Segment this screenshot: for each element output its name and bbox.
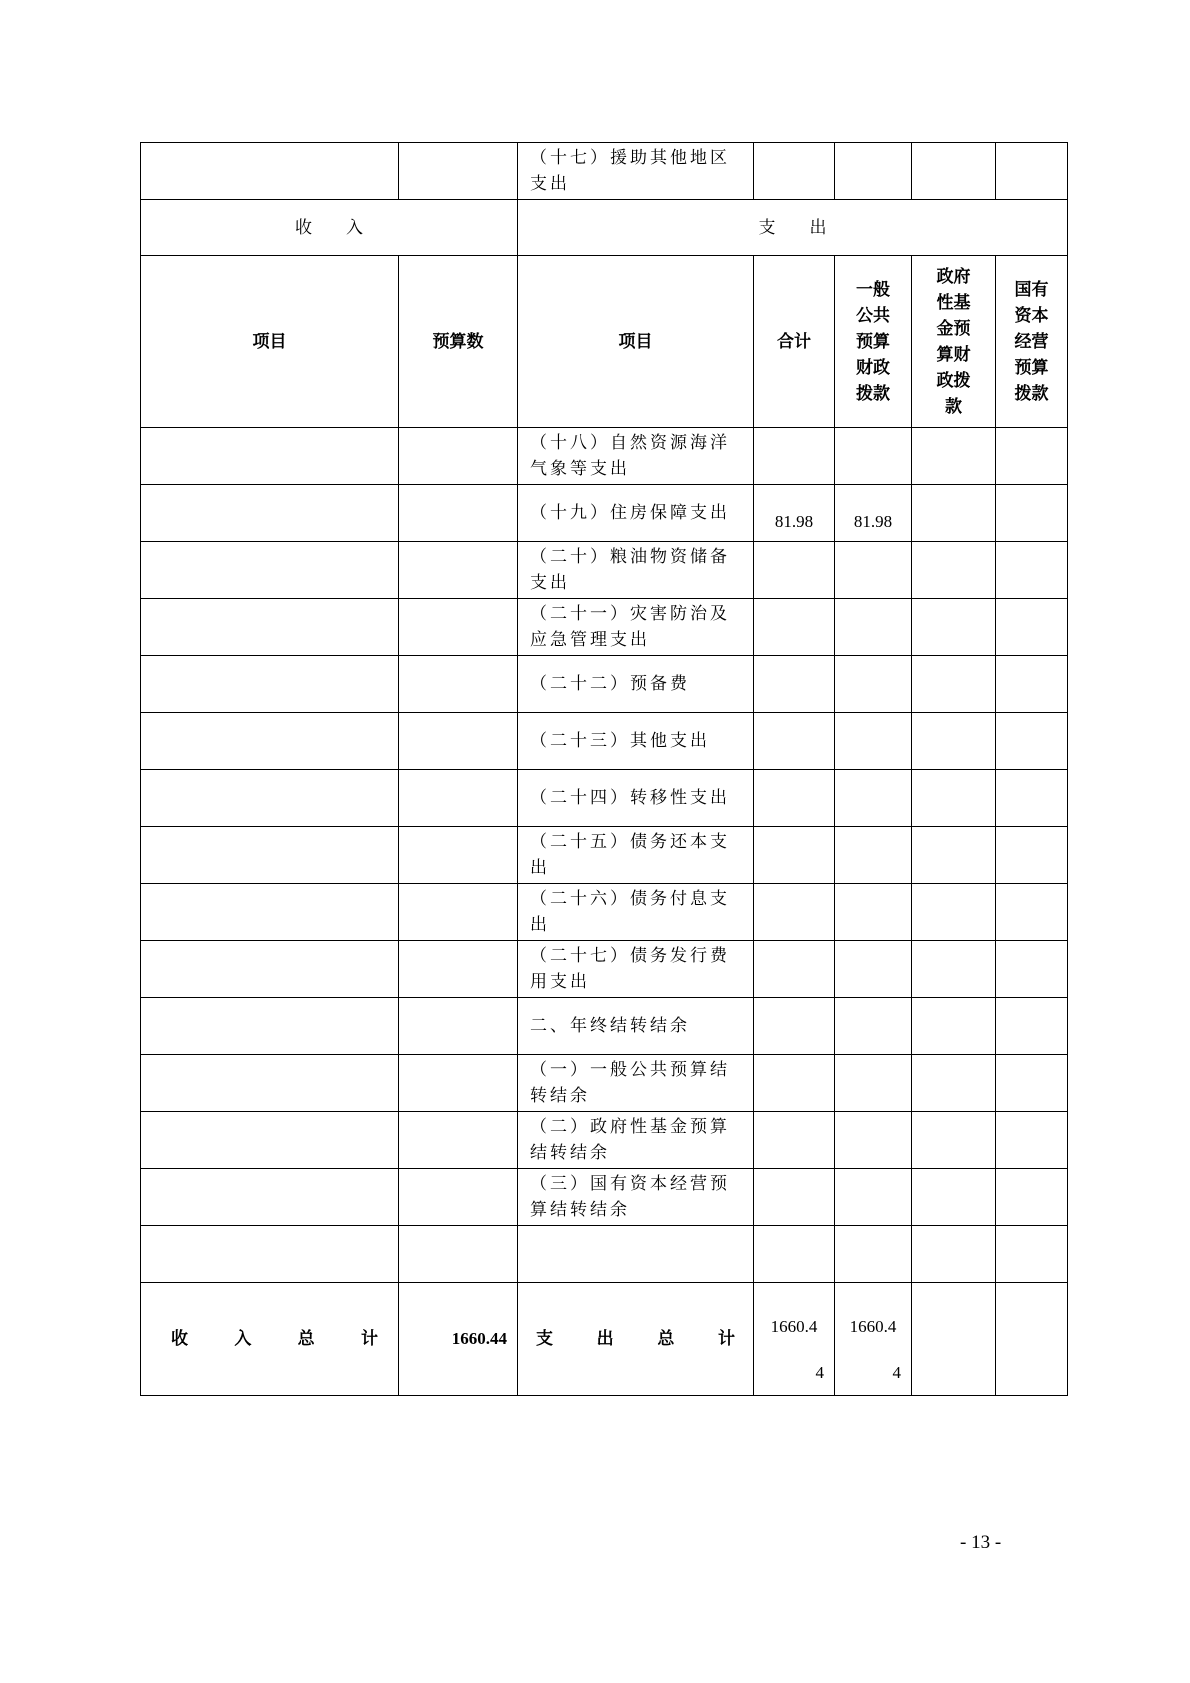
total-cell	[754, 884, 835, 941]
expense-total-char: 计	[717, 1329, 735, 1349]
budget-cell	[399, 998, 518, 1055]
income-item-cell	[141, 428, 399, 485]
total-cell	[754, 1055, 835, 1112]
table-row	[141, 485, 1068, 542]
budget-cell	[399, 428, 518, 485]
fund-cell	[912, 770, 996, 827]
fund-cell	[912, 1055, 996, 1112]
income-total-char: 总	[297, 1329, 315, 1349]
general-cell	[835, 713, 912, 770]
total-cell	[754, 713, 835, 770]
fund-cell	[912, 599, 996, 656]
budget-cell	[399, 1055, 518, 1112]
income-item-cell	[141, 998, 399, 1055]
general-cell	[835, 827, 912, 884]
table-row	[141, 884, 1068, 941]
capital-cell	[996, 1169, 1068, 1226]
capital-total-value	[996, 1283, 1068, 1396]
page-number: - 13 -	[960, 1532, 1002, 1553]
general-total-value-line1: 1660.4	[849, 1317, 897, 1336]
expense-item-cell: （二十五）债务还本支出	[518, 827, 754, 884]
fund-cell	[912, 884, 996, 941]
income-total-char: 收	[171, 1329, 188, 1349]
expense-total-char: 支	[536, 1329, 553, 1349]
budget-header: 预算数	[399, 256, 518, 428]
fund-cell	[912, 941, 996, 998]
general-cell	[835, 1055, 912, 1112]
expense-total-char: 出	[596, 1329, 614, 1349]
total-cell	[754, 770, 835, 827]
capital-cell	[996, 827, 1068, 884]
fund-cell	[912, 1226, 996, 1283]
general-cell	[835, 884, 912, 941]
general-total-value-line2: 4	[892, 1363, 901, 1382]
capital-cell	[996, 998, 1068, 1055]
capital-cell	[996, 1112, 1068, 1169]
expense-item-cell: （一）一般公共预算结转结余	[518, 1055, 754, 1112]
table-row	[141, 827, 1068, 884]
general-public-header	[835, 256, 912, 428]
fund-cell	[912, 998, 996, 1055]
general-cell	[835, 656, 912, 713]
table-row	[141, 713, 1068, 770]
total-cell	[754, 143, 835, 200]
capital-cell	[996, 884, 1068, 941]
table-row	[141, 770, 1068, 827]
table-row	[141, 1055, 1068, 1112]
expense-item-cell	[518, 1226, 754, 1283]
total-cell	[754, 941, 835, 998]
table-row	[141, 998, 1068, 1055]
capital-cell	[996, 485, 1068, 542]
income-item-cell	[141, 770, 399, 827]
general-cell	[835, 1112, 912, 1169]
total-header: 合计	[754, 256, 835, 428]
income-item-cell	[141, 542, 399, 599]
general-cell	[835, 1226, 912, 1283]
total-cell	[754, 428, 835, 485]
budget-cell	[399, 599, 518, 656]
capital-cell	[996, 770, 1068, 827]
expense-item-cell: （二十四）转移性支出	[518, 770, 754, 827]
income-total-char: 入	[234, 1329, 252, 1349]
table-row	[141, 656, 1068, 713]
budget-cell	[399, 1112, 518, 1169]
fund-cell	[912, 713, 996, 770]
fund-cell	[912, 1112, 996, 1169]
fund-cell	[912, 1169, 996, 1226]
table-row	[141, 1112, 1068, 1169]
table-row	[141, 599, 1068, 656]
state-capital-header	[996, 256, 1068, 428]
fund-total-value	[912, 1283, 996, 1396]
total-cell	[754, 998, 835, 1055]
budget-cell	[399, 884, 518, 941]
expense-item-cell: （二十一）灾害防治及应急管理支出	[518, 599, 754, 656]
gov-fund-header	[912, 256, 996, 428]
general-cell	[835, 770, 912, 827]
section-header-row	[141, 200, 1068, 256]
general-cell	[835, 1169, 912, 1226]
expense-item-cell: （十七）援助其他地区支出	[518, 143, 754, 200]
expense-item-cell: （二十二）预备费	[518, 656, 754, 713]
income-item-header: 项目	[141, 256, 399, 428]
capital-cell	[996, 143, 1068, 200]
table-row	[141, 428, 1068, 485]
capital-cell	[996, 656, 1068, 713]
total-cell	[754, 1169, 835, 1226]
fund-cell	[912, 143, 996, 200]
income-total-value: 1660.44	[399, 1283, 518, 1396]
general-total-value	[835, 1283, 912, 1396]
expense-item-header: 项目	[518, 256, 754, 428]
capital-cell	[996, 599, 1068, 656]
budget-cell	[399, 1226, 518, 1283]
income-item-cell	[141, 143, 399, 200]
fund-cell	[912, 485, 996, 542]
total-cell	[754, 1112, 835, 1169]
income-item-cell	[141, 599, 399, 656]
expense-total-char: 总	[657, 1329, 675, 1349]
expense-item-cell: （三）国有资本经营预算结转结余	[518, 1169, 754, 1226]
expense-total-value-line2: 4	[815, 1363, 824, 1382]
expense-total-value-line1: 1660.4	[770, 1317, 818, 1336]
capital-cell	[996, 713, 1068, 770]
table-row	[141, 143, 1068, 200]
budget-cell	[399, 827, 518, 884]
expense-total-label	[518, 1283, 754, 1396]
budget-cell	[399, 542, 518, 599]
table-row	[141, 941, 1068, 998]
budget-cell	[399, 713, 518, 770]
budget-cell	[399, 656, 518, 713]
expense-item-cell: （二）政府性基金预算结转结余	[518, 1112, 754, 1169]
expense-item-cell: （十九）住房保障支出	[518, 485, 754, 542]
total-cell	[754, 1226, 835, 1283]
income-item-cell	[141, 485, 399, 542]
table-row	[141, 1169, 1068, 1226]
budget-cell	[399, 1169, 518, 1226]
fund-cell	[912, 542, 996, 599]
income-item-cell	[141, 1169, 399, 1226]
expense-total-value	[754, 1283, 835, 1396]
expense-item-cell: （二十）粮油物资储备支出	[518, 542, 754, 599]
general-cell	[835, 941, 912, 998]
expense-section-header: 支 出	[518, 200, 1068, 256]
income-section-header: 收 入	[141, 200, 518, 256]
total-cell: 81.98	[754, 485, 835, 542]
income-item-cell	[141, 1055, 399, 1112]
capital-cell	[996, 1055, 1068, 1112]
income-item-cell	[141, 1112, 399, 1169]
table-row	[141, 1226, 1068, 1283]
state-capital-header-text: 国有资本经营预算拨款	[1014, 279, 1049, 404]
income-item-cell	[141, 827, 399, 884]
income-item-cell	[141, 656, 399, 713]
budget-cell	[399, 770, 518, 827]
fund-cell	[912, 827, 996, 884]
expense-item-cell: （十八）自然资源海洋气象等支出	[518, 428, 754, 485]
column-header-row	[141, 256, 1068, 428]
income-total-char: 计	[360, 1329, 378, 1349]
general-cell: 81.98	[835, 485, 912, 542]
general-cell	[835, 428, 912, 485]
expense-item-cell: （二十三）其他支出	[518, 713, 754, 770]
income-item-cell	[141, 884, 399, 941]
budget-cell	[399, 143, 518, 200]
total-cell	[754, 599, 835, 656]
general-cell	[835, 599, 912, 656]
general-cell	[835, 542, 912, 599]
totals-row	[141, 1283, 1068, 1396]
budget-table	[140, 142, 1068, 1396]
expense-item-cell: 二、年终结转结余	[518, 998, 754, 1055]
expense-item-cell: （二十七）债务发行费用支出	[518, 941, 754, 998]
expense-item-cell: （二十六）债务付息支出	[518, 884, 754, 941]
fund-cell	[912, 428, 996, 485]
general-cell	[835, 143, 912, 200]
capital-cell	[996, 1226, 1068, 1283]
income-item-cell	[141, 1226, 399, 1283]
fund-cell	[912, 656, 996, 713]
total-cell	[754, 656, 835, 713]
budget-cell	[399, 485, 518, 542]
capital-cell	[996, 428, 1068, 485]
general-cell	[835, 998, 912, 1055]
gov-fund-header-text: 政府性基金预算财政拨款	[936, 266, 971, 417]
general-public-header-text: 一般公共预算财政拨款	[855, 279, 890, 404]
total-cell	[754, 827, 835, 884]
income-item-cell	[141, 941, 399, 998]
budget-cell	[399, 941, 518, 998]
income-total-label	[141, 1283, 399, 1396]
capital-cell	[996, 542, 1068, 599]
income-item-cell	[141, 713, 399, 770]
capital-cell	[996, 941, 1068, 998]
total-cell	[754, 542, 835, 599]
table-row	[141, 542, 1068, 599]
